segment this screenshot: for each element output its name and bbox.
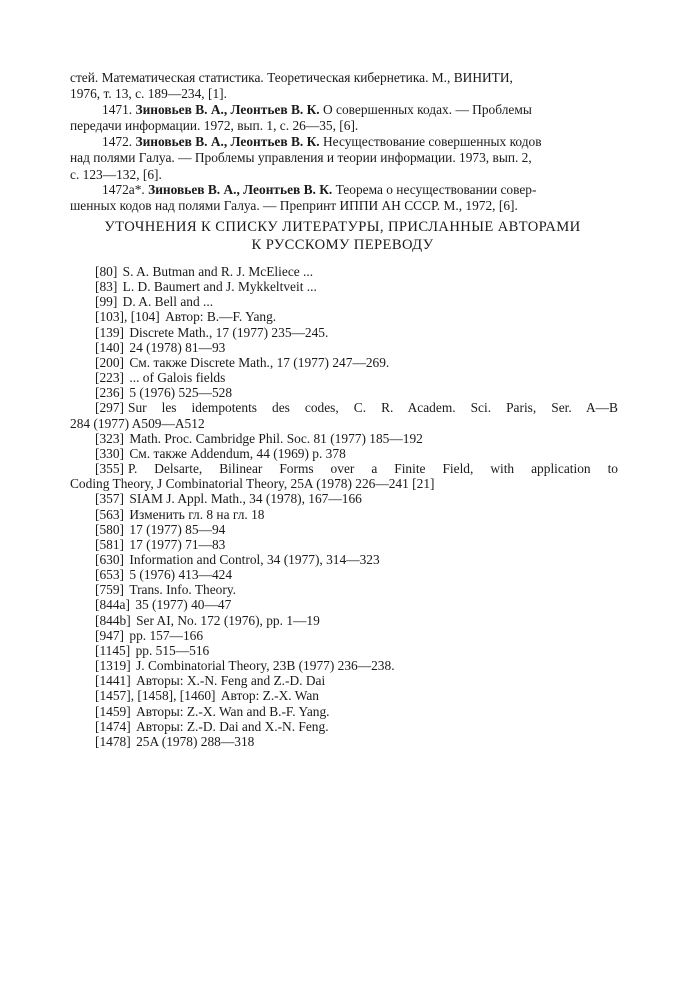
- reference-number: 1471.: [102, 102, 133, 117]
- correction-tag: [223]: [95, 370, 125, 386]
- correction-item: [70, 370, 618, 385]
- correction-text: 17 (1977) 85—94: [129, 521, 226, 537]
- correction-item: [70, 294, 618, 309]
- correction-tag: [581]: [95, 536, 125, 552]
- correction-text: Ser AI, No. 172 (1976), pp. 1—19: [136, 612, 320, 628]
- correction-item: [70, 719, 618, 734]
- correction-tag: [563]: [95, 506, 125, 522]
- correction-text: S. A. Butman and R. J. McEliece ...: [122, 264, 314, 279]
- correction-item: [70, 491, 618, 506]
- correction-tag: [323]: [95, 430, 125, 446]
- correction-tag: [200]: [95, 354, 125, 370]
- section-title-line: К РУССКОМУ ПЕРЕВОДУ: [251, 237, 434, 253]
- correction-text: Авторы: Z.-X. Wan and B.-F. Yang.: [136, 703, 330, 719]
- correction-text: 5 (1976) 525—528: [129, 385, 233, 401]
- correction-tag: [80]: [95, 264, 118, 279]
- correction-text: Автор: Z.-X. Wan: [220, 688, 319, 704]
- reference-text: с. 123—132, [6].: [70, 166, 162, 182]
- correction-tag: [140]: [95, 339, 125, 355]
- correction-tag: [236]: [95, 385, 125, 401]
- correction-text: Авторы: Z.-D. Dai and X.-N. Feng.: [136, 718, 329, 734]
- correction-tag: [1457], [1458], [1460]: [95, 688, 216, 704]
- correction-item: [70, 279, 618, 294]
- correction-text: ... of Galois fields: [129, 370, 226, 386]
- reference-number: 1472.: [102, 134, 133, 149]
- correction-item: [70, 264, 618, 279]
- correction-text: D. A. Bell and ...: [122, 294, 214, 310]
- correction-tag: [759]: [95, 582, 125, 598]
- correction-text: SIAM J. Appl. Math., 34 (1978), 167—166: [129, 491, 362, 507]
- reference-authors: Зиновьев В. А., Леонтьев В. К.: [135, 102, 320, 117]
- reference-title: О совершенных кодах. — Проблемы: [323, 102, 532, 117]
- correction-item: [70, 537, 618, 552]
- correction-text: 35 (1977) 40—47: [135, 597, 232, 613]
- reference-text: стей. Математическая статистика. Теоретическая кибернетика. М., ВИНИТИ,: [70, 70, 513, 85]
- reference-1472a: [70, 182, 615, 215]
- correction-tag: [1474]: [95, 718, 131, 734]
- correction-item: [70, 643, 618, 658]
- correction-item: [70, 628, 618, 643]
- reference-title: Несуществование совершенных кодов: [323, 134, 542, 149]
- correction-text: Discrete Math., 17 (1977) 235—245.: [129, 324, 329, 340]
- correction-item: [70, 734, 618, 749]
- correction-item: [70, 309, 618, 324]
- correction-tag: [103], [104]: [95, 309, 160, 325]
- correction-item: [70, 431, 618, 446]
- correction-item: [70, 507, 618, 522]
- reference-text: 1976, т. 13, с. 189—234, [1].: [70, 86, 227, 102]
- correction-item: [70, 597, 618, 612]
- correction-item: [70, 688, 618, 703]
- correction-item: [70, 658, 618, 673]
- correction-tag: [99]: [95, 294, 118, 310]
- correction-item: [70, 613, 618, 628]
- correction-text: Автор: B.—F. Yang.: [165, 309, 277, 325]
- correction-text: См. также Discrete Math., 17 (1977) 247—269.: [129, 354, 390, 370]
- correction-item: [70, 461, 618, 491]
- correction-tag: [1145]: [95, 642, 131, 658]
- correction-item: [70, 567, 618, 582]
- reference-authors: Зиновьев В. А., Леонтьев В. К.: [135, 134, 320, 149]
- correction-tag: [580]: [95, 521, 125, 537]
- reference-1472: [70, 134, 615, 183]
- correction-tag: [653]: [95, 567, 125, 583]
- correction-continuation: 284 (1977) A509—A512: [70, 415, 205, 431]
- correction-text: P. Delsarte, Bilinear Forms over a Finite Field, with application to: [128, 461, 618, 477]
- correction-item: [70, 552, 618, 567]
- correction-item: [70, 673, 618, 688]
- correction-text: J. Combinatorial Theory, 23B (1977) 236—238.: [136, 658, 395, 674]
- correction-tag: [1478]: [95, 733, 131, 749]
- correction-text: 24 (1978) 81—93: [129, 339, 226, 355]
- correction-text: Авторы: X.-N. Feng and Z.-D. Dai: [136, 673, 326, 689]
- correction-item: [70, 355, 618, 370]
- correction-tag: [844b]: [95, 612, 131, 628]
- correction-tag: [947]: [95, 627, 125, 643]
- correction-text: 17 (1977) 71—83: [129, 536, 226, 552]
- correction-item: [70, 340, 618, 355]
- correction-tag: [83]: [95, 279, 118, 295]
- section-title: [70, 218, 615, 254]
- corrections-list: [70, 264, 618, 749]
- correction-text: L. D. Baumert and J. Mykkeltveit ...: [122, 279, 317, 295]
- correction-item: [70, 582, 618, 597]
- correction-tag: [630]: [95, 551, 125, 567]
- correction-tag: [1319]: [95, 658, 131, 674]
- correction-tag: [1459]: [95, 703, 131, 719]
- correction-text: Trans. Info. Theory.: [129, 582, 236, 598]
- section-title-line: УТОЧНЕНИЯ К СПИСКУ ЛИТЕРАТУРЫ, ПРИСЛАННЫЕ АВТОРАМИ: [104, 219, 581, 235]
- reference-text: над полями Галуа. — Проблемы управления и теории информации. 1973, вып. 2,: [70, 150, 532, 166]
- correction-continuation: Coding Theory, J Combinatorial Theory, 25A (1978) 226—241 [21]: [70, 476, 435, 492]
- correction-text: Изменить гл. 8 на гл. 18: [129, 506, 265, 522]
- correction-item: [70, 522, 618, 537]
- reference-number: 1472а*.: [102, 182, 145, 197]
- reference-text: передачи информации. 1972, вып. 1, с. 26—35, [6].: [70, 118, 359, 134]
- reference-continuation: [70, 70, 615, 103]
- correction-text: pp. 515—516: [135, 642, 210, 658]
- correction-text: 25A (1978) 288—318: [136, 733, 255, 749]
- correction-item: [70, 385, 618, 400]
- correction-text: Information and Control, 34 (1977), 314—323: [129, 551, 380, 567]
- correction-text: См. также Addendum, 44 (1969) p. 378: [129, 445, 346, 461]
- correction-tag: [1441]: [95, 673, 131, 689]
- correction-item: [70, 446, 618, 461]
- reference-authors: Зиновьев В. А., Леонтьев В. К.: [148, 182, 333, 197]
- correction-tag: [357]: [95, 491, 125, 507]
- correction-text: pp. 157—166: [129, 627, 204, 643]
- correction-tag: [355]: [95, 461, 125, 477]
- correction-tag: [330]: [95, 445, 125, 461]
- correction-tag: [844a]: [95, 597, 130, 613]
- correction-text: Math. Proc. Cambridge Phil. Soc. 81 (1977) 185—192: [129, 430, 423, 446]
- correction-tag: [139]: [95, 324, 125, 340]
- correction-item: [70, 704, 618, 719]
- correction-item: [70, 325, 618, 340]
- reference-title: Теорема о несуществовании совер-: [335, 182, 537, 197]
- reference-text: шенных кодов над полями Галуа. — Препринт ИППИ АН СССР. М., 1972, [6].: [70, 198, 518, 214]
- correction-item: [70, 400, 618, 430]
- correction-tag: [297]: [95, 400, 125, 416]
- correction-text: Sur les idempotents des codes, C. R. Academ. Sci. Paris, Ser. A—B: [128, 400, 618, 416]
- reference-1471: [70, 102, 615, 135]
- correction-text: 5 (1976) 413—424: [129, 567, 233, 583]
